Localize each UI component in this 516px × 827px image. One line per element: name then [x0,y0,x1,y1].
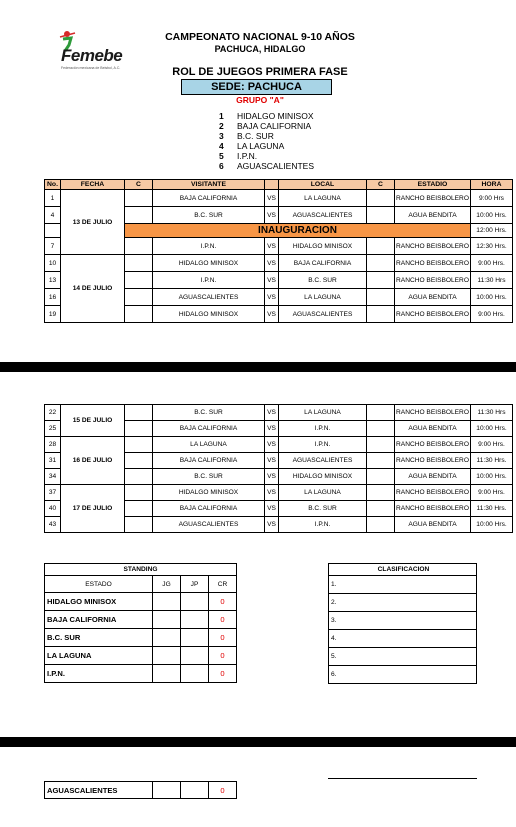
score-cell [125,207,153,224]
rank-cell: 1. [329,576,477,594]
game-no: 1 [45,190,61,207]
clasificacion-title: CLASIFICACION [329,564,477,576]
home: LA LAGUNA [279,405,367,421]
col-fecha: FECHA [61,180,125,190]
table-row [329,576,477,594]
cr-cell: 0 [209,665,237,683]
standing-team: AGUASCALIENTES [45,782,153,799]
game-time: 10:00 Hrs. [471,517,513,533]
visitor: B.C. SUR [153,405,265,421]
table-row [45,190,513,207]
home: LA LAGUNA [279,289,367,306]
standing-table [44,563,237,683]
rank-cell: 5. [329,648,477,666]
home: I.P.N. [279,437,367,453]
score-cell [125,272,153,289]
home: AGUASCALIENTES [279,207,367,224]
game-no: 10 [45,255,61,272]
col-c: C [125,180,153,190]
stadium: RANCHO BEISBOLERO [395,485,471,501]
game-date: 13 DE JULIO [61,190,125,255]
score-cell [125,437,153,453]
clasificacion-table [328,563,477,684]
stadium: RANCHO BEISBOLERO [395,405,471,421]
group-label: GRUPO "A" [236,95,284,105]
score-cell [125,421,153,437]
jp-cell [181,593,209,611]
standing-col-cr: CR [209,576,237,593]
team-name: B.C. SUR [237,131,274,141]
vs-label: VS [265,485,279,501]
score-cell [125,405,153,421]
home: B.C. SUR [279,272,367,289]
score-cell [125,501,153,517]
vs-label: VS [265,207,279,224]
list-item [219,131,314,141]
vs-label: VS [265,272,279,289]
home: LA LAGUNA [279,190,367,207]
game-no: 13 [45,272,61,289]
standing-col-estado: ESTADO [45,576,153,593]
score-cell [125,238,153,255]
table-row [45,255,513,272]
home: B.C. SUR [279,501,367,517]
standing-team: HIDALGO MINISOX [45,593,153,611]
jp-cell [181,665,209,683]
game-no: 4 [45,207,61,224]
visitor: BAJA CALIFORNIA [153,501,265,517]
stadium: RANCHO BEISBOLERO [395,501,471,517]
score-cell [125,453,153,469]
stadium: RANCHO BEISBOLERO [395,453,471,469]
score-cell [125,306,153,323]
table-row [45,647,237,665]
list-item [219,111,314,121]
cr-cell: 0 [209,611,237,629]
logo-name: Femebe [61,46,123,65]
score-cell [367,238,395,255]
score-cell [367,207,395,224]
score-cell [125,255,153,272]
game-time: 10:00 Hrs. [471,469,513,485]
page-break [0,362,516,372]
vs-label: VS [265,453,279,469]
visitor: HIDALGO MINISOX [153,255,265,272]
standing-team: LA LAGUNA [45,647,153,665]
vs-label: VS [265,469,279,485]
list-item [219,141,314,151]
visitor: B.C. SUR [153,469,265,485]
game-time: 11:30 Hrs [471,405,513,421]
team-name: AGUASCALIENTES [237,161,314,171]
cr-cell: 0 [209,629,237,647]
game-no: 22 [45,405,61,421]
vs-label: VS [265,306,279,323]
cr-cell: 0 [209,782,237,799]
game-no: 16 [45,289,61,306]
visitor: BAJA CALIFORNIA [153,421,265,437]
visitor: LA LAGUNA [153,437,265,453]
visitor: HIDALGO MINISOX [153,485,265,501]
inauguracion-banner: INAUGURACION [125,224,471,238]
score-cell [367,469,395,485]
team-number: 5 [219,151,224,161]
table-row [329,648,477,666]
score-cell [367,272,395,289]
score-cell [367,255,395,272]
jg-cell [153,593,181,611]
rank-cell: 4. [329,630,477,648]
vs-label: VS [265,517,279,533]
score-cell [367,501,395,517]
table-row [45,405,513,421]
col-c: C [367,180,395,190]
score-cell [367,453,395,469]
col-estadio: ESTADIO [395,180,471,190]
team-number: 4 [219,141,224,151]
home: AGUASCALIENTES [279,453,367,469]
home: I.P.N. [279,517,367,533]
stadium: RANCHO BEISBOLERO [395,255,471,272]
game-no: 31 [45,453,61,469]
jp-cell [181,782,209,799]
game-time: 10:00 Hrs. [471,207,513,224]
stadium: RANCHO BEISBOLERO [395,272,471,289]
visitor: B.C. SUR [153,207,265,224]
sede-banner: SEDE: PACHUCA [181,79,332,95]
cr-cell: 0 [209,593,237,611]
game-no: 43 [45,517,61,533]
game-time: 9:00 Hrs. [471,255,513,272]
stadium: AGUA BENDITA [395,207,471,224]
femebe-logo [55,30,135,72]
game-time: 9:00 Hrs. [471,306,513,323]
game-time: 11:30 Hrs. [471,501,513,517]
stadium: AGUA BENDITA [395,289,471,306]
home: HIDALGO MINISOX [279,469,367,485]
game-no: 28 [45,437,61,453]
standing-table-continued [44,781,237,799]
home: BAJA CALIFORNIA [279,255,367,272]
jg-cell [153,629,181,647]
vs-label: VS [265,501,279,517]
table-row [329,630,477,648]
standing-team: BAJA CALIFORNIA [45,611,153,629]
table-row [329,594,477,612]
team-name: HIDALGO MINISOX [237,111,314,121]
standing-title: STANDING [45,564,237,576]
visitor: AGUASCALIENTES [153,289,265,306]
col-vs [265,180,279,190]
game-no: 25 [45,421,61,437]
visitor: I.P.N. [153,272,265,289]
empty-cell [45,224,61,238]
table-row [329,612,477,630]
score-cell [367,421,395,437]
standing-team: I.P.N. [45,665,153,683]
game-time: 9:00 Hrs [471,190,513,207]
stadium: RANCHO BEISBOLERO [395,238,471,255]
tournament-title: CAMPEONATO NACIONAL 9-10 AÑOS [165,31,355,43]
score-cell [367,190,395,207]
score-cell [367,289,395,306]
game-time: 12:00 Hrs. [471,224,513,238]
clasificacion-bottom-line [328,778,477,779]
score-cell [125,517,153,533]
table-row [45,611,237,629]
score-cell [367,405,395,421]
col-local: LOCAL [279,180,367,190]
score-cell [125,485,153,501]
cr-cell: 0 [209,647,237,665]
score-cell [125,469,153,485]
vs-label: VS [265,238,279,255]
schedule-table-first [44,179,513,323]
score-cell [125,190,153,207]
table-row [329,666,477,684]
vs-label: VS [265,421,279,437]
list-item [219,151,314,161]
team-number: 2 [219,121,224,131]
col-no: No. [45,180,61,190]
home: HIDALGO MINISOX [279,238,367,255]
home: AGUASCALIENTES [279,306,367,323]
col-hora: HORA [471,180,513,190]
game-time: 11:30 Hrs. [471,453,513,469]
tournament-location: PACHUCA, HIDALGO [214,44,306,54]
game-date: 17 DE JULIO [61,485,125,533]
team-number: 1 [219,111,224,121]
jg-cell [153,647,181,665]
team-list [219,111,314,171]
team-name: I.P.N. [237,151,258,161]
game-time: 11:30 Hrs [471,272,513,289]
team-number: 3 [219,131,224,141]
table-header-row [45,180,513,190]
jg-cell [153,782,181,799]
stadium: AGUA BENDITA [395,517,471,533]
home: LA LAGUNA [279,485,367,501]
home: I.P.N. [279,421,367,437]
schedule-title: ROL DE JUEGOS PRIMERA FASE [172,66,348,78]
visitor: AGUASCALIENTES [153,517,265,533]
table-row [45,593,237,611]
game-time: 10:00 Hrs. [471,421,513,437]
standing-col-jg: JG [153,576,181,593]
game-no: 40 [45,501,61,517]
jp-cell [181,611,209,629]
visitor: BAJA CALIFORNIA [153,453,265,469]
stadium: RANCHO BEISBOLERO [395,306,471,323]
score-cell [367,437,395,453]
stadium: RANCHO BEISBOLERO [395,190,471,207]
stadium: AGUA BENDITA [395,421,471,437]
list-item [219,161,314,171]
table-row [45,437,513,453]
game-no: 7 [45,238,61,255]
vs-label: VS [265,289,279,306]
visitor: BAJA CALIFORNIA [153,190,265,207]
score-cell [367,517,395,533]
game-date: 14 DE JULIO [61,255,125,323]
table-row [45,629,237,647]
table-row [45,665,237,683]
logo-subtitle: Federación mexicana de Beisbol, A.C. [61,66,121,70]
game-date: 16 DE JULIO [61,437,125,485]
col-visitante: VISITANTE [153,180,265,190]
score-cell [125,289,153,306]
jg-cell [153,665,181,683]
team-number: 6 [219,161,224,171]
vs-label: VS [265,255,279,272]
stadium: AGUA BENDITA [395,469,471,485]
game-time: 9:00 Hrs. [471,437,513,453]
game-time: 12:30 Hrs. [471,238,513,255]
table-row [45,782,237,799]
game-date: 15 DE JULIO [61,405,125,437]
team-name: BAJA CALIFORNIA [237,121,312,131]
jp-cell [181,647,209,665]
jp-cell [181,629,209,647]
game-time: 10:00 Hrs. [471,289,513,306]
standing-col-jp: JP [181,576,209,593]
vs-label: VS [265,405,279,421]
game-no: 34 [45,469,61,485]
stadium: RANCHO BEISBOLERO [395,437,471,453]
rank-cell: 3. [329,612,477,630]
team-name: LA LAGUNA [237,141,285,151]
score-cell [367,306,395,323]
vs-label: VS [265,437,279,453]
game-no: 19 [45,306,61,323]
game-no: 37 [45,485,61,501]
jg-cell [153,611,181,629]
rank-cell: 2. [329,594,477,612]
schedule-table-second [44,404,513,533]
page-break [0,737,516,747]
standing-team: B.C. SUR [45,629,153,647]
visitor: HIDALGO MINISOX [153,306,265,323]
table-row [45,485,513,501]
score-cell [367,485,395,501]
game-time: 9:00 Hrs. [471,485,513,501]
vs-label: VS [265,190,279,207]
rank-cell: 6. [329,666,477,684]
list-item [219,121,314,131]
visitor: I.P.N. [153,238,265,255]
